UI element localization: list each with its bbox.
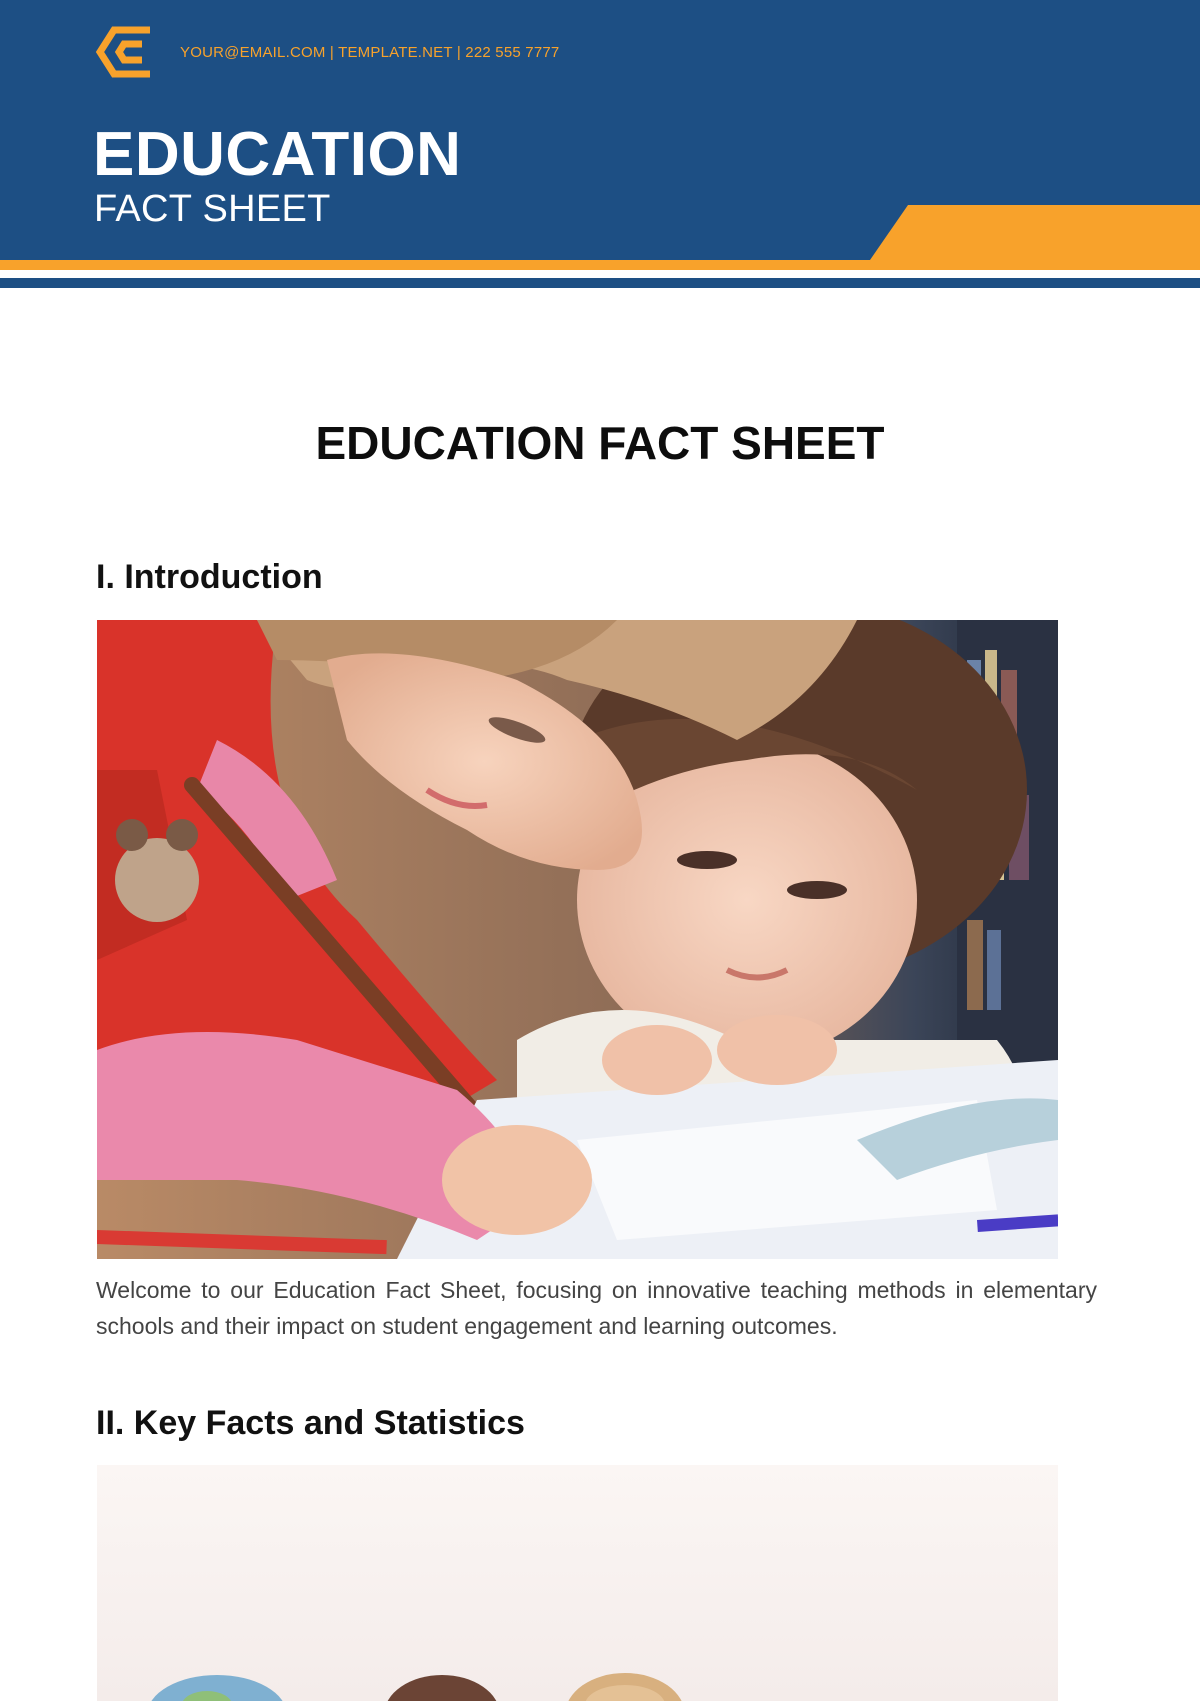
introduction-paragraph: Welcome to our Education Fact Sheet, focusing on innovative teaching methods in elementary schools and their impact on student engagement and learning outcomes. — [96, 1277, 1097, 1339]
header-title: EDUCATION — [93, 120, 462, 189]
contact-info: YOUR@EMAIL.COM | TEMPLATE.NET | 222 555 7777 — [180, 44, 560, 61]
hexagon-c-logo-icon — [92, 22, 154, 82]
header-subtitle: FACT SHEET — [94, 188, 331, 230]
header-divider-navy — [0, 278, 1200, 288]
section-heading-introduction: I. Introduction — [96, 558, 323, 596]
classroom-children-photo — [97, 1465, 1058, 1701]
section-heading-key-facts: II. Key Facts and Statistics — [96, 1404, 525, 1442]
children-writing-photo — [97, 620, 1058, 1259]
document-title: EDUCATION FACT SHEET — [315, 417, 885, 469]
